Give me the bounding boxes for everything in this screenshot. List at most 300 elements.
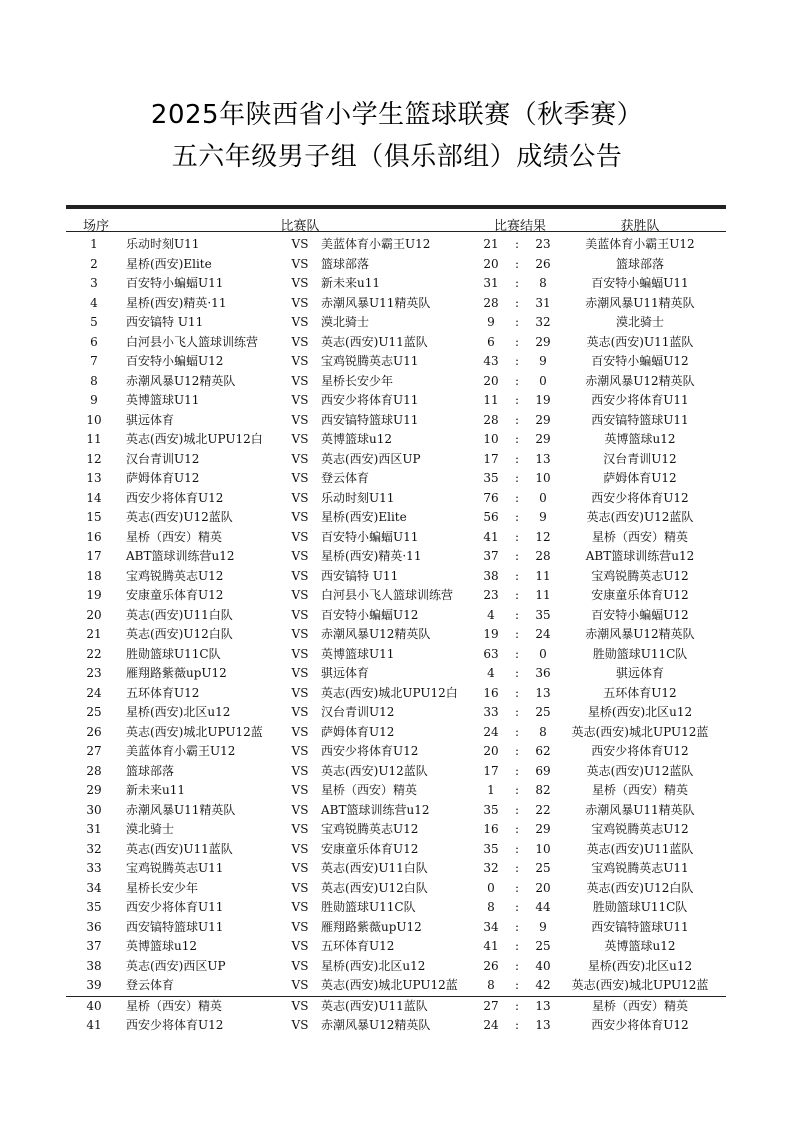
match-number: 19: [86, 588, 102, 602]
score-b: 28: [535, 549, 551, 563]
score-b: 19: [535, 393, 551, 407]
score-a: 20: [483, 744, 499, 758]
match-number: 24: [86, 685, 102, 700]
team-b: 胜勋篮球U11C队: [321, 900, 416, 914]
vs-label: VS: [291, 861, 309, 875]
table-row: [0, 684, 794, 704]
team-a: 登云体育: [126, 978, 175, 992]
winner-team: 英志(西安)U12蓝队: [586, 763, 694, 778]
winner-team: 星桥（西安）精英: [591, 529, 688, 544]
score-separator: :: [514, 256, 520, 271]
table-row: [0, 547, 794, 567]
team-a: 星桥(西安)精英·11: [126, 295, 227, 310]
team-b: 百安特小蝙蝠U12: [321, 607, 419, 622]
table-row: [0, 469, 794, 489]
score-separator: :: [514, 646, 520, 661]
table-row: [0, 333, 794, 353]
team-b: 星桥长安少年: [321, 373, 394, 388]
table-row: [0, 294, 794, 314]
table-row: [0, 918, 794, 938]
team-a: 英志(西安)城北UPU12蓝: [126, 724, 263, 739]
table-row: [0, 762, 794, 782]
score-separator: :: [514, 588, 520, 602]
table-row: [0, 508, 794, 528]
score-b: 0: [539, 373, 547, 388]
team-b: 宝鸡锐腾英志U12: [321, 822, 419, 836]
match-number: 1: [90, 237, 98, 251]
page-subtitle: 五六年级男子组（俱乐部组）成绩公告: [171, 142, 623, 172]
vs-label: VS: [291, 529, 309, 544]
winner-team: 西安少将体育U11: [591, 393, 689, 407]
score-a: 4: [487, 666, 495, 680]
team-a: 宝鸡锐腾英志U12: [126, 568, 224, 583]
score-a: 38: [483, 568, 499, 583]
winner-team: 西安镐特篮球U11: [591, 412, 689, 427]
winner-team: 百安特小蝙蝠U12: [591, 354, 689, 368]
vs-label: VS: [291, 998, 309, 1013]
score-b: 29: [535, 412, 551, 427]
score-a: 21: [483, 237, 499, 251]
match-number: 5: [90, 315, 98, 329]
score-separator: :: [514, 490, 520, 505]
score-a: 33: [483, 705, 499, 719]
results-table: [0, 235, 794, 1036]
table-row: [0, 255, 794, 275]
match-number: 20: [86, 607, 102, 622]
team-b: 赤潮风暴U12精英队: [321, 627, 431, 641]
winner-team: 安康童乐体育U12: [591, 588, 689, 602]
score-b: 13: [535, 998, 551, 1013]
team-a: 英博篮球u12: [126, 939, 197, 953]
score-separator: :: [514, 373, 520, 388]
table-row: [0, 742, 794, 762]
team-b: 西安镐特篮球U11: [321, 412, 419, 427]
team-b: 英志(西安)城北UPU12蓝: [321, 978, 458, 992]
table-row: [0, 625, 794, 645]
table-row: [0, 430, 794, 450]
match-number: 40: [86, 998, 102, 1013]
vs-label: VS: [291, 783, 309, 797]
score-separator: :: [514, 998, 520, 1013]
score-b: 82: [535, 783, 551, 797]
score-a: 20: [483, 373, 499, 388]
score-b: 26: [535, 256, 551, 271]
table-row: [0, 997, 794, 1017]
team-a: 西安少将体育U11: [126, 900, 224, 914]
team-b: 乐动时刻U11: [321, 490, 395, 505]
score-separator: :: [514, 295, 520, 310]
winner-team: 英志(西安)U11蓝队: [586, 841, 694, 856]
team-b: 英博篮球u12: [321, 432, 392, 446]
score-separator: :: [514, 393, 520, 407]
team-b: 英志(西安)U11白队: [321, 861, 428, 875]
score-separator: :: [514, 841, 520, 856]
vs-label: VS: [291, 315, 309, 329]
winner-team: 西安少将体育U12: [591, 1018, 689, 1032]
team-b: 漠北骑士: [321, 315, 370, 329]
score-a: 17: [483, 763, 499, 778]
score-b: 13: [535, 451, 551, 466]
vs-label: VS: [291, 919, 309, 934]
match-number: 38: [86, 958, 102, 973]
team-b: 新未来u11: [321, 276, 380, 290]
vs-label: VS: [291, 490, 309, 505]
score-b: 36: [535, 666, 551, 680]
vs-label: VS: [291, 354, 309, 368]
winner-team: 宝鸡锐腾英志U12: [591, 568, 689, 583]
vs-label: VS: [291, 256, 309, 271]
team-b: 星桥(西安)北区u12: [321, 958, 426, 973]
winner-team: 星桥（西安）精英: [591, 998, 688, 1013]
table-row: [0, 372, 794, 392]
score-separator: :: [514, 744, 520, 758]
team-a: 雁翔路紫薇upU12: [126, 666, 227, 680]
team-a: 英志(西安)U12蓝队: [126, 510, 233, 524]
winner-team: 胜勋篮球U11C队: [592, 900, 688, 914]
match-number: 41: [86, 1018, 102, 1032]
score-b: 44: [535, 900, 551, 914]
score-b: 9: [539, 354, 547, 368]
score-a: 27: [483, 998, 499, 1013]
score-separator: :: [514, 237, 520, 251]
score-a: 35: [483, 471, 499, 485]
score-separator: :: [514, 958, 520, 973]
score-a: 0: [487, 880, 495, 895]
score-a: 35: [483, 802, 499, 817]
match-number: 21: [86, 627, 102, 641]
team-a: 漠北骑士: [126, 822, 175, 836]
score-a: 56: [483, 510, 499, 524]
winner-team: 骐远体育: [615, 666, 664, 680]
vs-label: VS: [291, 334, 309, 349]
vs-label: VS: [291, 237, 309, 251]
team-a: 篮球部落: [126, 763, 175, 778]
score-b: 9: [539, 510, 547, 524]
score-a: 8: [487, 900, 495, 914]
team-a: 英志(西安)U11白队: [126, 607, 233, 622]
team-b: 赤潮风暴U11精英队: [321, 295, 431, 310]
score-separator: :: [514, 529, 520, 544]
score-b: 25: [535, 939, 551, 953]
page-title: 2025年陕西省小学生篮球联赛（秋季赛）: [150, 100, 644, 130]
winner-team: ABT篮球训练营u12: [585, 549, 695, 563]
table-row: [0, 898, 794, 918]
score-b: 29: [535, 334, 551, 349]
score-b: 31: [535, 295, 551, 310]
winner-team: 萨姆体育U12: [603, 471, 677, 485]
team-a: 星桥（西安）精英: [126, 529, 223, 544]
match-number: 34: [86, 880, 102, 895]
team-b: 星桥(西安)Elite: [321, 510, 407, 524]
team-a: 西安镐特篮球U11: [126, 919, 224, 934]
vs-label: VS: [291, 295, 309, 310]
team-b: 星桥（西安）精英: [321, 783, 418, 797]
team-a: 百安特小蝙蝠U12: [126, 354, 224, 368]
winner-team: 赤潮风暴U11精英队: [585, 802, 695, 817]
score-a: 32: [483, 861, 499, 875]
table-row: [0, 703, 794, 723]
score-a: 35: [483, 841, 499, 856]
score-a: 63: [483, 646, 499, 661]
score-separator: :: [514, 705, 520, 719]
team-a: 英志(西安)西区UP: [126, 958, 226, 973]
match-number: 4: [90, 295, 98, 310]
score-separator: :: [514, 432, 520, 446]
vs-label: VS: [291, 666, 309, 680]
score-separator: :: [514, 861, 520, 875]
score-a: 28: [483, 412, 499, 427]
team-b: 百安特小蝙蝠U11: [321, 529, 419, 544]
score-separator: :: [514, 822, 520, 836]
team-a: 美蓝体育小霸王U12: [126, 744, 236, 758]
header-match-no: 场序: [82, 219, 109, 234]
header-result: 比赛结果: [493, 219, 546, 234]
vs-label: VS: [291, 685, 309, 700]
match-number: 8: [90, 373, 98, 388]
vs-label: VS: [291, 724, 309, 739]
score-b: 11: [535, 568, 551, 583]
table-row: [0, 391, 794, 411]
winner-team: 星桥（西安）精英: [591, 783, 688, 797]
match-number: 22: [86, 646, 102, 661]
match-number: 23: [86, 666, 102, 680]
score-b: 40: [535, 958, 551, 973]
score-separator: :: [514, 666, 520, 680]
team-b: 篮球部落: [321, 256, 370, 271]
match-number: 16: [86, 529, 102, 544]
vs-label: VS: [291, 822, 309, 836]
vs-label: VS: [291, 451, 309, 466]
team-a: 胜勋篮球U11C队: [126, 646, 221, 661]
score-separator: :: [514, 510, 520, 524]
score-separator: :: [514, 334, 520, 349]
match-number: 35: [86, 900, 102, 914]
team-b: 英志(西安)U12蓝队: [321, 763, 428, 778]
team-b: 汉台青训U12: [321, 705, 395, 719]
vs-label: VS: [291, 900, 309, 914]
winner-team: 西安少将体育U12: [591, 744, 689, 758]
team-a: 白河县小飞人篮球训练营: [126, 334, 259, 349]
score-a: 11: [483, 393, 499, 407]
vs-label: VS: [291, 744, 309, 758]
winner-team: 英志(西安)城北UPU12蓝: [571, 724, 709, 739]
vs-label: VS: [291, 432, 309, 446]
vs-label: VS: [291, 607, 309, 622]
score-b: 25: [535, 861, 551, 875]
score-a: 23: [483, 588, 499, 602]
team-a: 汉台青训U12: [126, 451, 200, 466]
table-row: [0, 606, 794, 626]
vs-label: VS: [291, 978, 309, 992]
table-row: [0, 820, 794, 840]
team-a: 星桥长安少年: [126, 880, 199, 895]
team-a: 西安少将体育U12: [126, 490, 224, 505]
score-b: 0: [539, 490, 547, 505]
score-a: 1: [487, 783, 495, 797]
score-separator: :: [514, 1018, 520, 1032]
match-number: 14: [86, 490, 102, 505]
score-separator: :: [514, 763, 520, 778]
score-b: 62: [535, 744, 551, 758]
table-row: [0, 859, 794, 879]
score-separator: :: [514, 919, 520, 934]
match-number: 11: [86, 432, 102, 446]
score-separator: :: [514, 607, 520, 622]
table-row: [0, 235, 794, 255]
team-b: 西安少将体育U12: [321, 744, 419, 758]
team-a: 英志(西安)U12白队: [126, 627, 233, 641]
table-row: [0, 528, 794, 548]
match-number: 36: [86, 919, 102, 934]
table-row: [0, 957, 794, 977]
score-b: 13: [535, 685, 551, 700]
winner-team: 汉台青训U12: [603, 451, 677, 466]
score-b: 20: [535, 880, 551, 895]
score-b: 10: [535, 471, 551, 485]
score-separator: :: [514, 471, 520, 485]
vs-label: VS: [291, 373, 309, 388]
vs-label: VS: [291, 568, 309, 583]
score-a: 19: [483, 627, 499, 641]
match-number: 12: [86, 451, 102, 466]
winner-team: 西安镐特篮球U11: [591, 919, 689, 934]
vs-label: VS: [291, 646, 309, 661]
header-teams: 比赛队: [280, 219, 320, 234]
match-number: 10: [86, 412, 102, 427]
match-number: 3: [90, 276, 98, 290]
score-b: 12: [535, 529, 551, 544]
winner-team: 星桥(西安)北区u12: [587, 958, 693, 973]
score-separator: :: [514, 783, 520, 797]
score-b: 8: [539, 276, 547, 290]
score-a: 10: [483, 432, 499, 446]
score-b: 10: [535, 841, 551, 856]
match-number: 30: [86, 802, 102, 817]
team-a: 安康童乐体育U12: [126, 588, 224, 602]
score-separator: :: [514, 880, 520, 895]
table-row: [0, 1016, 794, 1036]
table-row: [0, 274, 794, 294]
vs-label: VS: [291, 880, 309, 895]
match-number: 25: [86, 705, 102, 719]
score-a: 16: [483, 822, 499, 836]
score-separator: :: [514, 724, 520, 739]
table-row: [0, 645, 794, 665]
team-b: 美蓝体育小霸王U12: [321, 237, 431, 251]
table-row: [0, 586, 794, 606]
score-a: 16: [483, 685, 499, 700]
team-b: 英志(西安)U12白队: [321, 880, 428, 895]
team-a: 五环体育U12: [126, 685, 200, 700]
score-a: 4: [487, 607, 495, 622]
score-a: 8: [487, 978, 495, 992]
table-row: [0, 976, 794, 996]
table-row: [0, 567, 794, 587]
vs-label: VS: [291, 705, 309, 719]
team-b: ABT篮球训练营u12: [321, 802, 430, 817]
table-row: [0, 489, 794, 509]
score-b: 11: [535, 588, 551, 602]
table-row: [0, 801, 794, 821]
score-b: 29: [535, 822, 551, 836]
score-a: 9: [487, 315, 495, 329]
score-separator: :: [514, 549, 520, 563]
score-a: 24: [483, 1018, 499, 1032]
team-a: 赤潮风暴U11精英队: [126, 802, 236, 817]
score-separator: :: [514, 354, 520, 368]
score-separator: :: [514, 685, 520, 700]
team-b: 西安少将体育U11: [321, 393, 419, 407]
winner-team: 胜勋篮球U11C队: [592, 646, 688, 661]
winner-team: 百安特小蝙蝠U12: [591, 607, 689, 622]
score-a: 24: [483, 724, 499, 739]
vs-label: VS: [291, 412, 309, 427]
score-b: 22: [535, 802, 551, 817]
team-a: 乐动时刻U11: [126, 237, 200, 251]
winner-team: 英志(西安)城北UPU12蓝: [571, 978, 709, 992]
winner-team: 五环体育U12: [603, 685, 677, 700]
winner-team: 星桥(西安)北区u12: [587, 705, 693, 719]
team-b: 雁翔路紫薇upU12: [321, 919, 422, 934]
team-b: 英志(西安)城北UPU12白: [321, 685, 458, 700]
match-number: 37: [86, 939, 102, 953]
score-a: 41: [483, 529, 499, 544]
match-number: 29: [86, 783, 102, 797]
team-b: 登云体育: [321, 471, 370, 485]
table-header: [66, 205, 726, 232]
score-separator: :: [514, 900, 520, 914]
score-b: 8: [539, 724, 547, 739]
header-winner: 获胜队: [620, 219, 660, 234]
winner-team: 英志(西安)U11蓝队: [586, 334, 694, 349]
table-row: [0, 664, 794, 684]
team-b: 白河县小飞人篮球训练营: [321, 588, 454, 602]
team-b: 西安镐特 U11: [321, 568, 399, 583]
vs-label: VS: [291, 939, 309, 953]
score-a: 26: [483, 958, 499, 973]
team-a: 英博篮球U11: [126, 393, 200, 407]
winner-team: 英志(西安)U12白队: [586, 880, 694, 895]
team-a: 星桥（西安）精英: [126, 998, 223, 1013]
score-b: 29: [535, 432, 551, 446]
team-a: 萨姆体育U12: [126, 471, 200, 485]
team-a: 西安镐特 U11: [126, 315, 204, 329]
vs-label: VS: [291, 549, 309, 563]
team-a: 西安少将体育U12: [126, 1018, 224, 1032]
match-number: 33: [86, 861, 102, 875]
team-a: 骐远体育: [126, 412, 175, 427]
vs-label: VS: [291, 393, 309, 407]
vs-label: VS: [291, 1018, 309, 1032]
table-row: [0, 781, 794, 801]
score-separator: :: [514, 568, 520, 583]
winner-team: 英博篮球u12: [604, 939, 676, 953]
match-number: 2: [90, 256, 98, 271]
team-b: 萨姆体育U12: [321, 724, 395, 739]
score-separator: :: [514, 276, 520, 290]
vs-label: VS: [291, 471, 309, 485]
score-a: 28: [483, 295, 499, 310]
vs-label: VS: [291, 627, 309, 641]
table-row: [0, 313, 794, 333]
table-row: [0, 411, 794, 431]
match-number: 15: [86, 510, 102, 524]
score-b: 24: [535, 627, 551, 641]
team-b: 安康童乐体育U12: [321, 841, 419, 856]
match-number: 17: [86, 549, 102, 563]
match-number: 27: [86, 744, 102, 758]
team-b: 宝鸡锐腾英志U11: [321, 354, 419, 368]
